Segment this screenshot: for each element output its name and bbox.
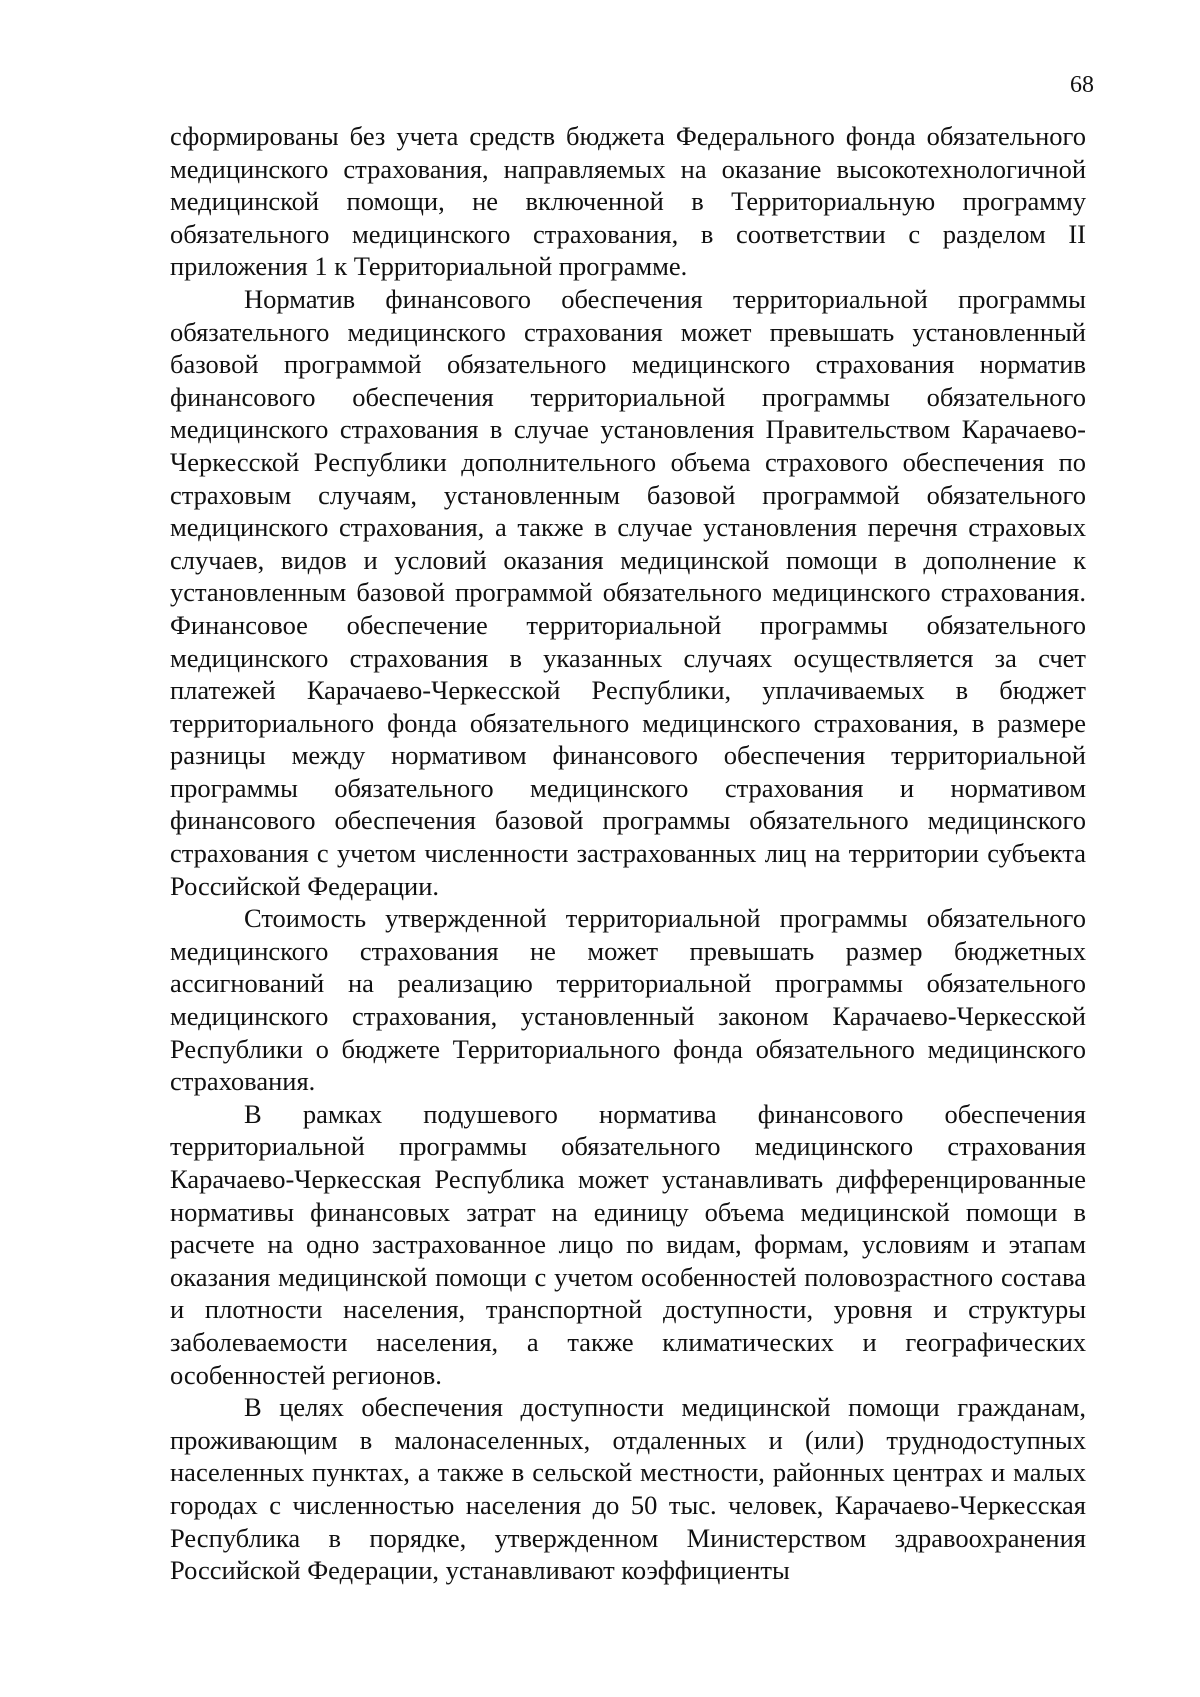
paragraph-1: сформированы без учета средств бюджета Федерального фонда обязательного медицинского страхования, направляемых на оказание высокотехнологичной медицинской помощи, не включенной в Территориальную программу обязательного медицинского страхования, в соответствии с разделом II приложения 1 к Территориальной программе.	[170, 121, 1086, 282]
paragraph-2: Норматив финансового обеспечения территориальной программы обязательного медицинского страхования может превышать установленный базовой программой обязательного медицинского страхования норматив финансового обеспечения территориальной программы обязательного медицинского страхования в случае установления Правительством Карачаево-Черкесской Республики дополнительного объема страхового обеспечения по страховым случаям, установленным базовой программой обязательного медицинского страхования, а также в случае установления перечня страховых случаев, видов и условий оказания медицинской помощи в дополнение к установленным базовой программой обязательного медицинского страхования. Финансовое обеспечение территориальной программы обязательного медицинского страхования в указанных случаях осуществляется за счет платежей Карачаево-Черкесской Республики, уплачиваемых в бюджет территориального фонда обязательного медицинского страхования, в размере разницы между нормативом финансового обеспечения территориальной программы обязательного медицинского страхования и нормативом финансового обеспечения базовой программы обязательного медицинского страхования с учетом численности застрахованных лиц на территории субъекта Российской Федерации.	[170, 283, 1086, 901]
paragraph-3: Стоимость утвержденной территориальной программы обязательного медицинского страхования не может превышать размер бюджетных ассигнований на реализацию территориальной программы обязательного медицинского страхования, установленный законом Карачаево-Черкесской Республики о бюджете Территориального фонда обязательного медицинского страхования.	[170, 903, 1086, 1097]
paragraph-5: В целях обеспечения доступности медицинской помощи гражданам, проживающим в малонаселенных, отдаленных и (или) труднодоступных населенных пунктах, а также в сельской местности, районных центрах и малых городах с численностью населения до 50 тыс. человек, Карачаево-Черкесская Республика в порядке, утвержденном Министерством здравоохранения Российской Федерации, устанавливают коэффициенты	[170, 1392, 1086, 1586]
document-body	[170, 120, 1086, 1587]
paragraph-4: В рамках подушевого норматива финансового обеспечения территориальной программы обязательного медицинского страхования Карачаево-Черкесская Республика может устанавливать дифференцированные нормативы финансовых затрат на единицу объема медицинской помощи в расчете на одно застрахованное лицо по видам, формам, условиям и этапам оказания медицинской помощи с учетом особенностей половозрастного состава и плотности населения, транспортной доступности, уровня и структуры заболеваемости населения, а также климатических и географических особенностей регионов.	[170, 1098, 1086, 1390]
page-number: 68	[1070, 72, 1094, 98]
